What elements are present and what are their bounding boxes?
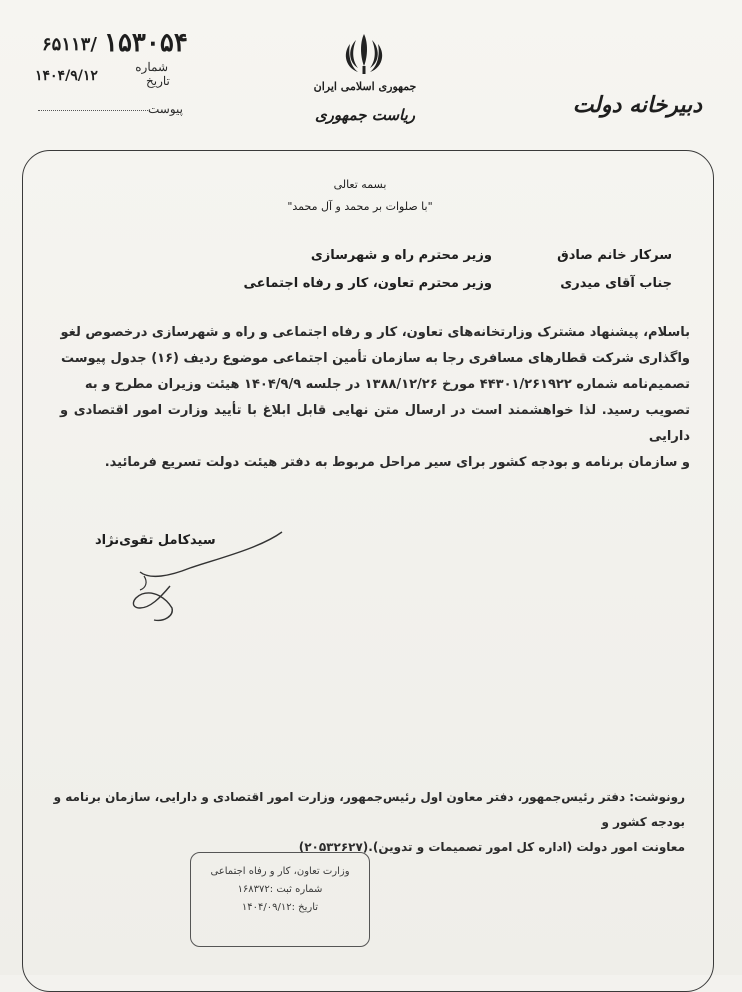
cc-line-1: دفتر رئیس‌جمهور، دفتر معاون اول رئیس‌جمهور، وزارت امور اقتصادی و دارایی، سازمان برنامه و بودجه کشور و xyxy=(53,790,685,829)
stamp-date: تاریخ :۱۴۰۴/۰۹/۱۲ xyxy=(241,902,319,913)
salutation: "با صلوات بر محمد و آل محمد" xyxy=(287,200,433,213)
body-line: تصمیم‌نامه شماره ۴۴۳۰۱/۲۶۱۹۲۲ مورخ ۱۳۸۸/۱۲/۲۶ در جلسه ۱۴۰۴/۹/۹ هیئت وزیران مطرح و به xyxy=(84,377,690,392)
addressee-left-2: وزیر محترم تعاون، کار و رفاه اجتماعی xyxy=(243,276,492,291)
number-label: شماره xyxy=(135,60,168,74)
cc-label: رونوشت: xyxy=(629,790,685,804)
addressee-left-1: وزیر محترم راه و شهرسازی xyxy=(310,248,492,263)
addressee-right-1: سرکار خانم صادق xyxy=(557,248,672,263)
addressee-right-2: جناب آقای میدری xyxy=(560,276,672,291)
secretariat-title: دبیرخانه دولت xyxy=(572,92,702,118)
date-label: تاریخ xyxy=(146,74,170,88)
date-value: ۱۴۰۴/۹/۱۲ xyxy=(35,68,98,84)
body-line: باسلام، پیشنهاد مشترک وزارتخانه‌های تعاون، کار و رفاه اجتماعی و راه و شهرسازی درخصوص لغو xyxy=(60,325,690,340)
cc-block xyxy=(45,785,685,860)
body-line: و سازمان برنامه و بودجه کشور برای سیر مراحل مربوط به دفتر هیئت دولت تسریع فرمائید. xyxy=(104,455,690,470)
presidency-title: ریاست جمهوری xyxy=(314,106,416,124)
letter-prefix: ۶۵۱۱۳/ xyxy=(42,34,97,55)
country-name: جمهوری اسلامی ایران xyxy=(313,80,417,93)
attachment-line xyxy=(38,110,148,111)
cc-line-2: معاونت امور دولت (اداره کل امور تصمیمات و تدوین).(۲۰۵۳۲۶۲۷) xyxy=(298,840,685,854)
invocation: بسمه تعالی xyxy=(333,178,387,191)
body-line: تصویب رسید. لذا خواهشمند است در ارسال متن نهایی قابل ابلاغ با تأیید وزارت امور اقتصادی و دارایی xyxy=(60,403,690,444)
registration-stamp xyxy=(190,852,370,947)
stamp-ministry: وزارت تعاون، کار و رفاه اجتماعی xyxy=(210,866,350,877)
signer-name: سیدکامل تقوی‌نژاد xyxy=(95,533,216,548)
letter-body xyxy=(60,320,690,476)
iran-emblem-icon xyxy=(342,30,386,76)
body-line: واگذاری شرکت قطارهای مسافری رجا به سازمان تأمین اجتماعی موضوع ردیف (۱۶) جدول پیوست xyxy=(61,351,690,366)
letter-number: ۱۵۳۰۵۴ xyxy=(104,28,188,58)
stamp-reg-no: شماره ثبت :۱۶۸۳۷۲ xyxy=(237,884,323,895)
attachment-label: پیوست xyxy=(148,102,183,116)
